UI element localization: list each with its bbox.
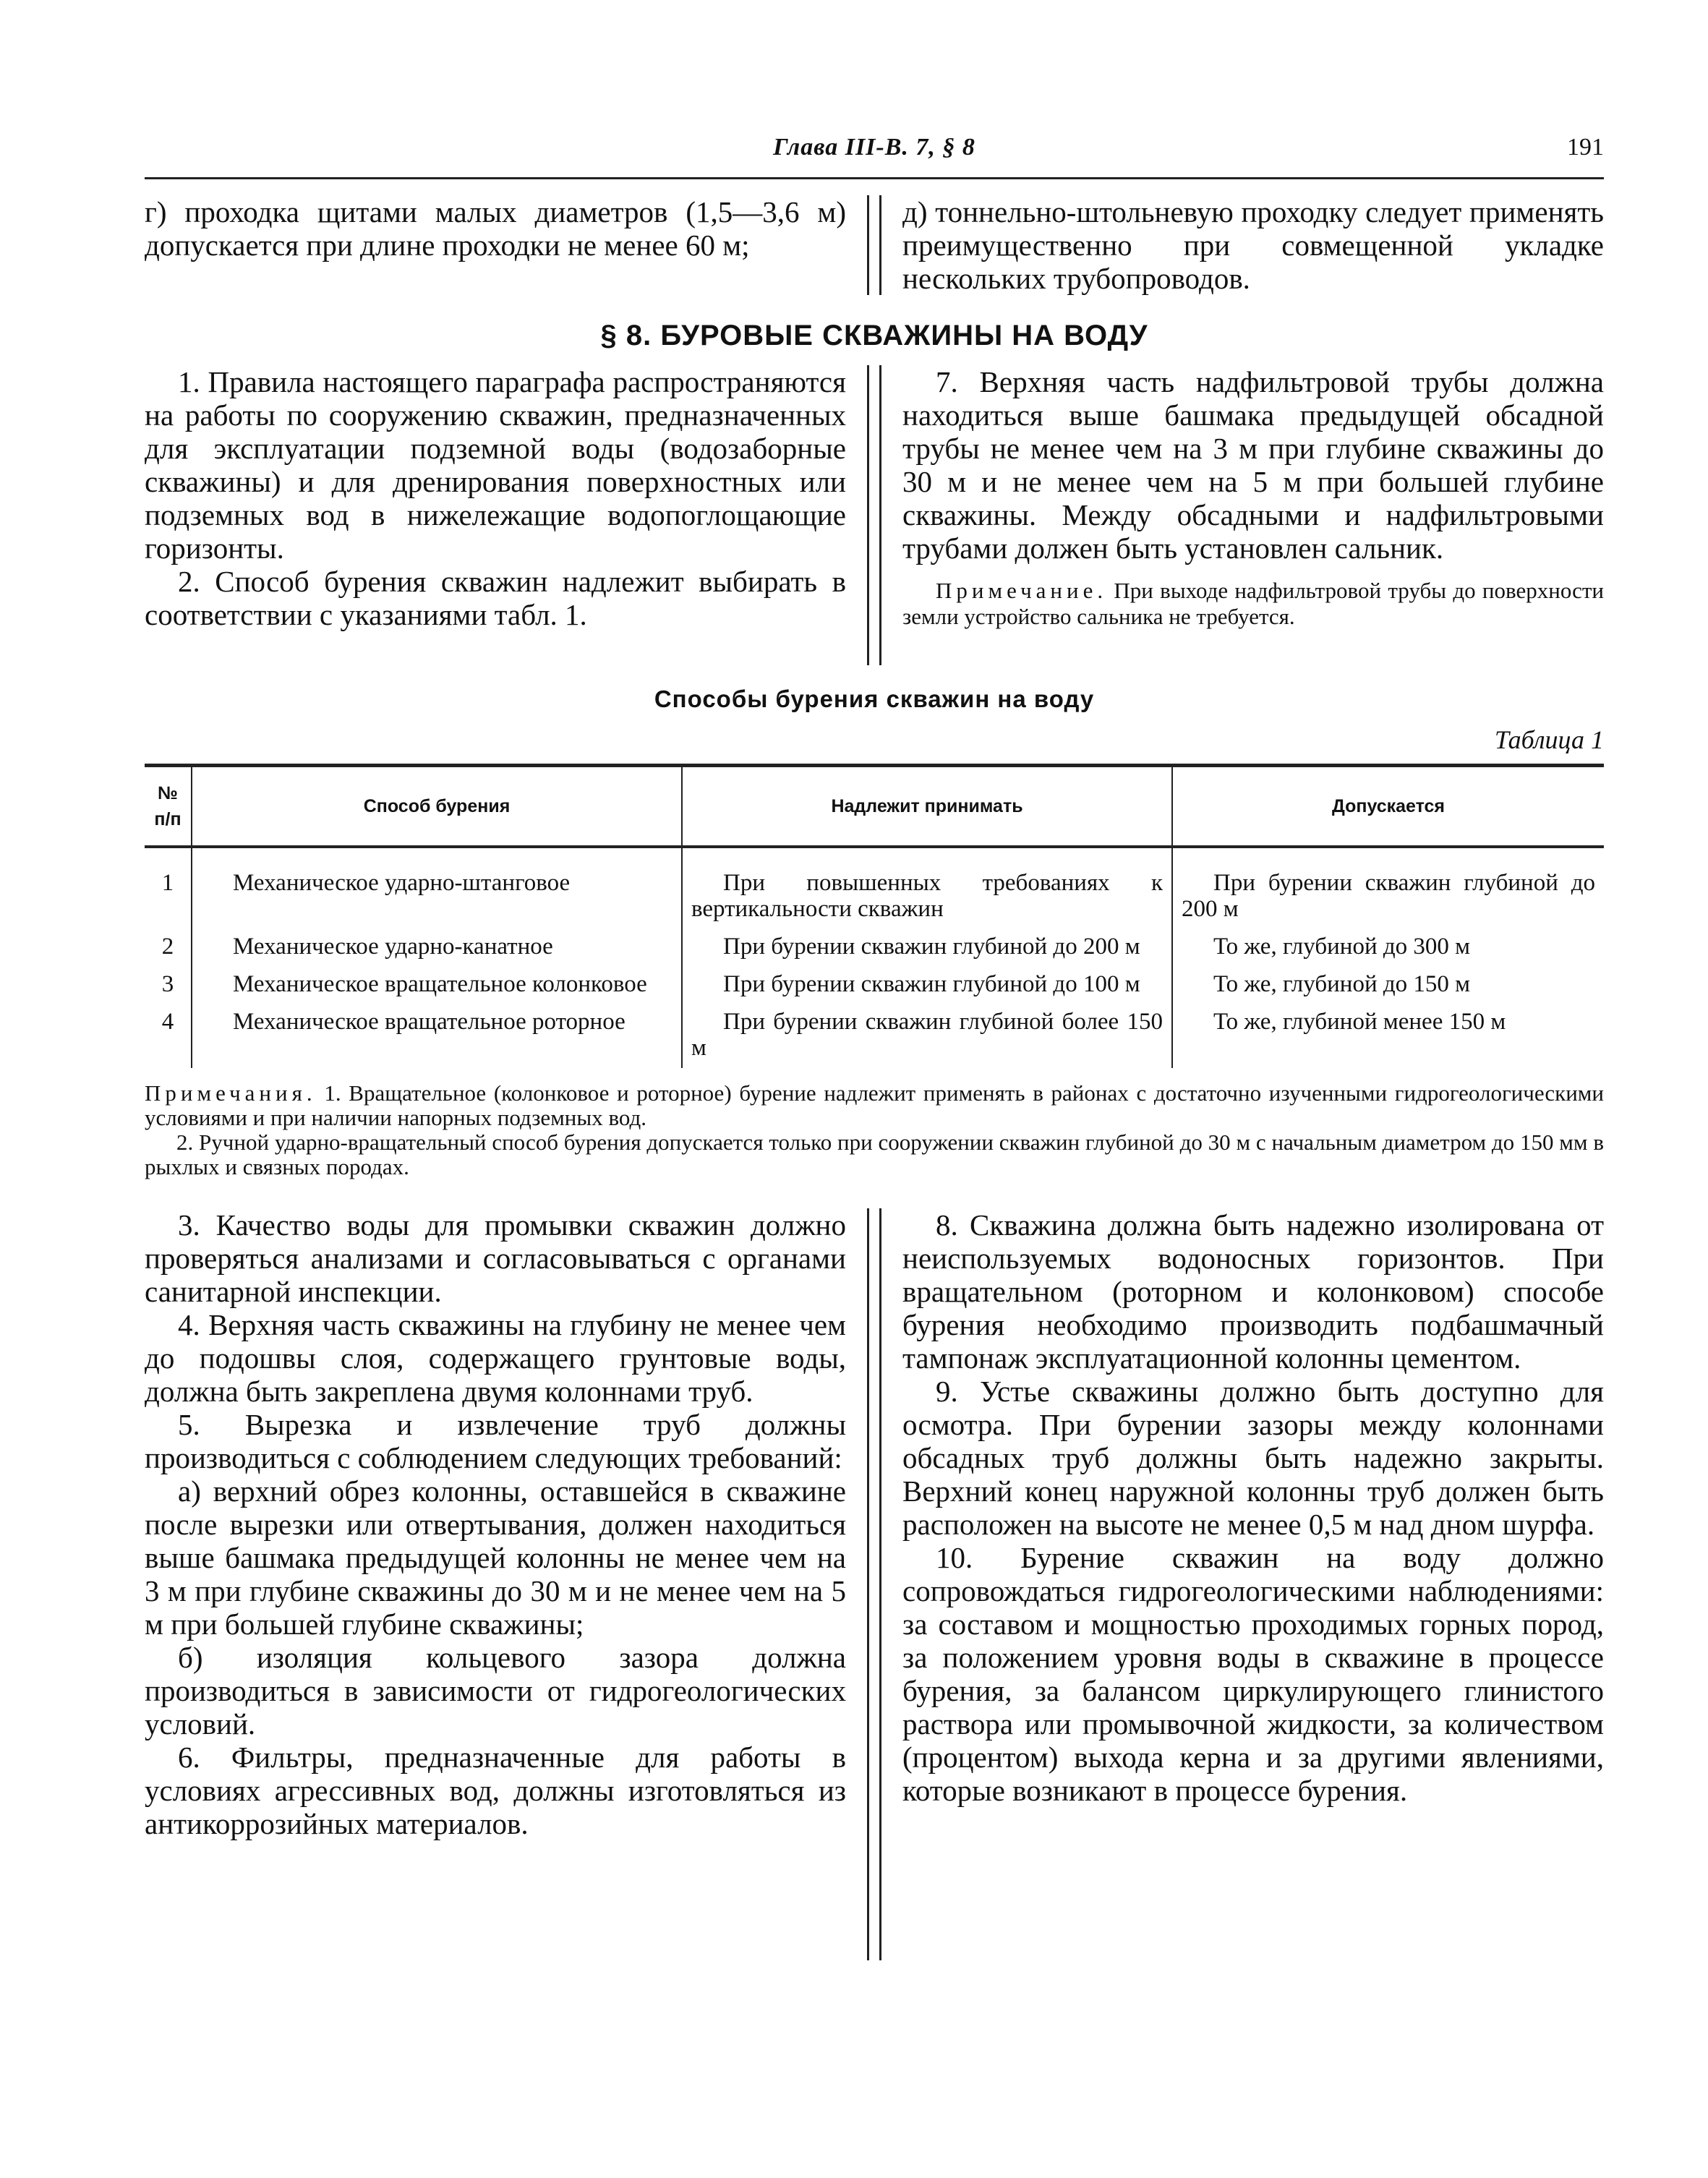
- table-row: [145, 967, 1604, 1004]
- drilling-methods-table: [145, 764, 1604, 1068]
- paragraph-3: 3. Качество воды для промывки скважин должно проверяться анализами и согласовываться с органами санитарной инспекции.: [145, 1208, 846, 1308]
- section-right-column: [902, 365, 1604, 665]
- bottom-right-column: [902, 1208, 1604, 1960]
- cell-number: 2: [161, 934, 174, 960]
- paragraph-1: 1. Правила настоящего параграфа распространяются на работы по сооружению скважин, предназначенных для эксплуатации подземной воды (водозаборные скважины) и для дренирования поверхностных или подземных вод в нижележащие водопоглощающие горизонты.: [145, 365, 846, 565]
- page-number: 191: [1567, 134, 1604, 161]
- table-row: [145, 847, 1604, 929]
- header-method: Способ бурения: [192, 766, 682, 847]
- column-divider: [867, 195, 881, 295]
- paragraph-d: д) тоннельно-штольневую проходку следует применять преимущественно при совмещенной укладке нескольких трубопроводов.: [902, 195, 1604, 295]
- table-notes-label: Примечания.: [145, 1080, 317, 1106]
- cell-method: Механическое ударно-канатное: [192, 929, 682, 967]
- paragraph-g: г) проходка щитами малых диаметров (1,5—3,6 м) допускается при длине проходки не менее 60 м;: [145, 195, 846, 262]
- cell-required: При бурении скважин глубиной до 200 м: [682, 929, 1172, 967]
- table-note-1: Примечания. 1. Вращательное (колонковое и роторное) бурение надлежит применять в районах с достаточно изученными гидрогеологическими условиями и при наличии напорных подземных вод.: [145, 1080, 1604, 1130]
- paragraph-5: 5. Вырезка и извлечение труб должны производиться с соблюдением следующих требований:: [145, 1408, 846, 1474]
- bottom-columns: [145, 1208, 1604, 1960]
- bottom-left-column: [145, 1208, 846, 1960]
- note-text: При выходе надфильтровой трубы до поверхности земли устройство сальника не требуется.: [902, 578, 1604, 629]
- page-header: [145, 134, 1604, 179]
- table-header-row: [145, 766, 1604, 847]
- cell-required: При бурении скважин глубиной более 150 м: [682, 1004, 1172, 1068]
- section-left-column: [145, 365, 846, 665]
- note-label: Примечание.: [936, 578, 1108, 603]
- cell-method: Механическое вращательное роторное: [192, 1004, 682, 1068]
- paragraph-10: 10. Бурение скважин на воду должно сопровождаться гидрогеологическими наблюдениями: за составом и мощностью проходимых горных пород, за положением уровня воды в скважине в процессе бурения, за балансом циркулирующего глинистого раствора или промывочной жидкости, за количеством (процентом) выхода керна и за другими явлениями, которые возникают в процессе бурения.: [902, 1541, 1604, 1807]
- paragraph-7: 7. Верхняя часть надфильтровой трубы должна находиться выше башмака предыдущей обсадной трубы не менее чем на 3 м при глубине скважины до 30 м и не менее чем на 5 м при большей глубине скважины. Между обсадными и надфильтровыми трубами должен быть установлен сальник.: [902, 365, 1604, 565]
- table-row: [145, 1004, 1604, 1068]
- paragraph-8: 8. Скважина должна быть надежно изолирована от неиспользуемых водоносных горизонтов. При вращательном (роторном и колонковом) способе бурения необходимо производить подбашмачный тампонаж эксплуатационной колонны цементом.: [902, 1208, 1604, 1375]
- note: [902, 578, 1604, 630]
- document-page: [145, 134, 1604, 1960]
- column-divider: [867, 365, 881, 665]
- top-right-column: [902, 195, 1604, 295]
- paragraph-2: 2. Способ бурения скважин надлежит выбирать в соответствии с указаниями табл. 1.: [145, 565, 846, 631]
- table-label: Таблица 1: [1494, 725, 1604, 754]
- top-left-column: [145, 195, 846, 295]
- cell-required: При повышенных требованиях к вертикальности скважин: [682, 847, 1172, 929]
- table-note-2: 2. Ручной ударно-вращательный способ бурения допускается только при сооружении скважин глубиной до 30 м с начальным диаметром до 150 мм в рыхлых и связных породах.: [145, 1129, 1604, 1179]
- paragraph-9: 9. Устье скважины должно быть доступно для осмотра. При бурении зазоры между колоннами обсадных труб должны быть надежно закрыты. Верхний конец наружной колонны труб должен быть расположен на высоте не менее 0,5 м над дном шурфа.: [902, 1375, 1604, 1541]
- paragraph-5b: б) изоляция кольцевого зазора должна производиться в зависимости от гидрогеологических условий.: [145, 1641, 846, 1741]
- cell-required: При бурении скважин глубиной до 100 м: [682, 967, 1172, 1004]
- top-columns: [145, 195, 1604, 295]
- cell-allowed: То же, глубиной до 150 м: [1172, 967, 1604, 1004]
- header-allowed: Допускается: [1172, 766, 1604, 847]
- paragraph-5a: а) верхний обрез колонны, оставшейся в скважине после вырезки или отвертывания, должен находиться выше башмака предыдущей колонны не менее чем на 3 м при глубине скважины до 30 м и не менее чем на 5 м при большей глубине скважины;: [145, 1474, 846, 1641]
- cell-number: 4: [161, 1009, 174, 1035]
- cell-method: Механическое ударно-штанговое: [192, 847, 682, 929]
- cell-method: Механическое вращательное колонковое: [192, 967, 682, 1004]
- header-number: № п/п: [145, 766, 192, 847]
- chapter-reference: Глава III-В. 7, § 8: [773, 134, 975, 161]
- header-required: Надлежит принимать: [682, 766, 1172, 847]
- paragraph-6: 6. Фильтры, предназначенные для работы в условиях агрессивных вод, должны изготовляться из антикоррозийных материалов.: [145, 1741, 846, 1840]
- cell-number: 1: [161, 870, 174, 896]
- table-row: [145, 929, 1604, 967]
- table-caption: Способы бурения скважин на воду: [654, 686, 1095, 712]
- section-title: § 8. БУРОВЫЕ СКВАЖИНЫ НА ВОДУ: [600, 320, 1148, 351]
- cell-number: 3: [161, 971, 174, 997]
- cell-allowed: При бурении скважин глубиной до 200 м: [1172, 847, 1604, 929]
- section-columns: [145, 365, 1604, 665]
- column-divider: [867, 1208, 881, 1960]
- paragraph-4: 4. Верхняя часть скважины на глубину не менее чем до подошвы слоя, содержащего грунтовые воды, должна быть закреплена двумя колоннами труб.: [145, 1308, 846, 1408]
- cell-allowed: То же, глубиной до 300 м: [1172, 929, 1604, 967]
- cell-allowed: То же, глубиной менее 150 м: [1172, 1004, 1604, 1068]
- table-notes: [145, 1081, 1604, 1179]
